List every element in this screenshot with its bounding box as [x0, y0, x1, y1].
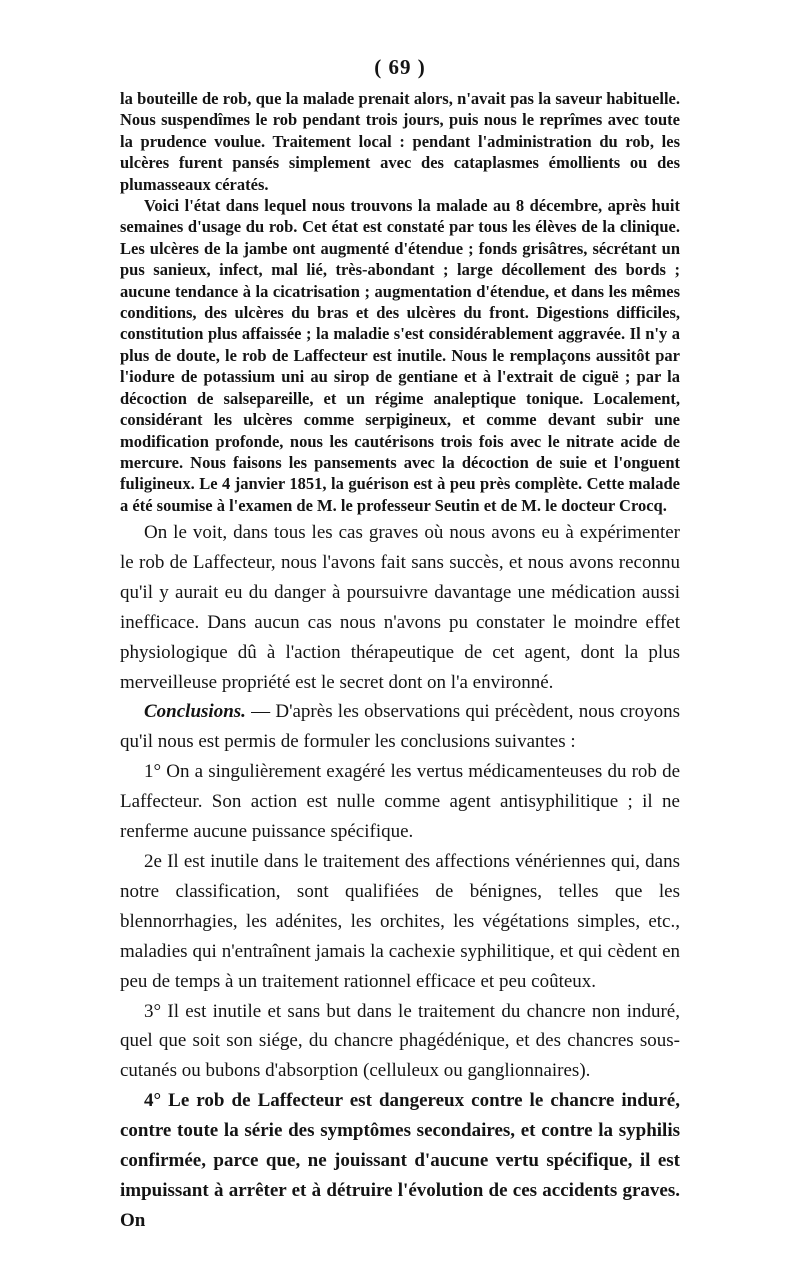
case-paragraph-1: la bouteille de rob, que la malade prenait alors, n'avait pas la saveur habituelle. Nous suspendîmes le rob pendant trois jours, puis nous le reprîmes avec toute la prudence voulue. Traitement local : pendant l'administration du rob, les ulcères furent pansés simplement avec des cataplasmes émollients ou des plumasseaux cératés. — [120, 89, 680, 194]
conclusions-paragraph — [120, 697, 680, 757]
conclusions-intro: — D'après les observations qui précèdent, nous croyons qu'il nous est permis de formuler les conclusions suivantes : — [120, 701, 680, 753]
summary-paragraph: On le voit, dans tous les cas graves où nous avons eu à expérimenter le rob de Laffecteur, nous l'avons fait sans succès, et nous avons reconnu qu'il y aurait eu du danger à poursuivre davantage une médication aussi inefficace. Dans aucun cas nous n'avons pu constater le moindre effet physiologique dû à l'action thérapeutique de cet agent, dont la plus merveilleuse propriété est le secret dont on l'a environné. — [120, 522, 680, 693]
case-paragraph-2: Voici l'état dans lequel nous trouvons la malade au 8 décembre, après huit semaines d'usage du rob. Cet état est constaté par tous les élèves de la clinique. Les ulcères de la jambe ont augmenté d'étendue ; fonds grisâtres, sécrétant un pus sanieux, infect, mal lié, très-abondant ; large décollement des bords ; aucune tendance à la cicatrisation ; augmentation d'étendue, et dans les mêmes conditions, des ulcères du bras et des ulcères du front. Digestions difficiles, constitution plus affaissée ; la maladie s'est considérablement aggravée. Il n'y a plus de doute, le rob de Laffecteur est inutile. Nous le remplaçons aussitôt par l'iodure de potassium uni au sirop de gentiane et à l'extrait de ciguë ; par la décoction de salsepareille, et un régime analeptique tonique. Localement, considérant les ulcères comme serpigineux, et comme devant subir une modification profonde, nous les cautérisons trois fois avec le nitrate acide de mercure. Nous faisons les pansements avec la décoction de suie et l'onguent fuligineux. Le 4 janvier 1851, la guérison est à peu près complète. Cette malade a été soumise à l'examen de M. le professeur Seutin et de M. le docteur Crocq. — [120, 196, 680, 515]
conclusion-2: 2e Il est inutile dans le traitement des affections vénériennes qui, dans notre classification, sont qualifiées de bénignes, telles que les blennorrhagies, les adénites, les orchites, les végétations simples, etc., maladies qui n'entraînent jamais la cachexie syphilitique, et qui cèdent en peu de temps à un traitement rationnel efficace et peu coûteux. — [120, 850, 680, 992]
main-text-block — [120, 518, 680, 1236]
case-report-block — [120, 88, 680, 516]
conclusions-heading: Conclusions. — [144, 701, 246, 723]
conclusion-3: 3° Il est inutile et sans but dans le traitement du chancre non induré, quel que soit son siége, du chancre phagédénique, et des chancres sous-cutanés ou bubons d'absorption (celluleux ou ganglionnaires). — [120, 1000, 680, 1082]
conclusion-1: 1° On a singulièrement exagéré les vertus médicamenteuses du rob de Laffecteur. Son action est nulle comme agent antisyphilitique ; il ne renferme aucune puissance spécifique. — [120, 761, 680, 843]
page-number: ( 69 ) — [374, 55, 426, 79]
conclusion-4: 4° Le rob de Laffecteur est dangereux contre le chancre induré, contre toute la série des symptômes secondaires, et contre la syphilis confirmée, parce que, ne jouissant d'aucune vertu spécifique, il est impuissant à arrêter et à détruire l'évolution de ces accidents graves. On — [120, 1090, 680, 1231]
